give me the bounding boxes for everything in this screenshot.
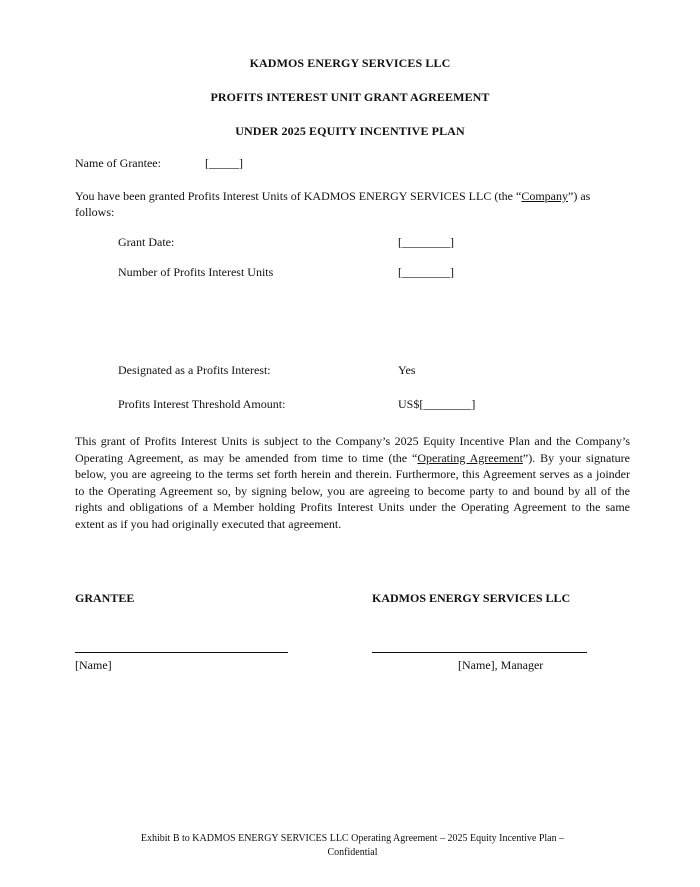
- intro-paragraph: [75, 188, 630, 220]
- threshold-amount-label: Profits Interest Threshold Amount:: [118, 397, 286, 411]
- grantee-signature-line: [75, 652, 288, 653]
- threshold-amount-field: US$[________]: [398, 397, 476, 411]
- grant-date-field: [________]: [398, 235, 454, 249]
- terms-paragraph: [75, 433, 630, 532]
- footer-line-2: Confidential: [327, 847, 378, 858]
- intro-text-start: You have been granted Profits Interest Units of KADMOS ENERGY SERVICES LLC (the “: [75, 189, 522, 203]
- agreement-subtitle: UNDER 2025 EQUITY INCENTIVE PLAN: [235, 124, 465, 138]
- terms-text-start: This grant of Profits Interest Units is subject to the Company’s 2025 Equity Incentive Plan and the Company’s Operating Agreement, as may be amended from time to time (the “: [75, 434, 630, 465]
- intro-text-end: ”) as follows:: [75, 189, 591, 219]
- profits-interest-designation-label: Designated as a Profits Interest:: [118, 363, 271, 377]
- grantee-name-label: Name of Grantee:: [75, 156, 161, 170]
- footer-line-1: Exhibit B to KADMOS ENERGY SERVICES LLC Operating Agreement – 2025 Equity Incentive Plan –: [140, 833, 565, 844]
- agreement-title: PROFITS INTEREST UNIT GRANT AGREEMENT: [210, 90, 490, 104]
- units-count-field: [________]: [398, 265, 454, 279]
- grantee-name-placeholder: [Name]: [75, 658, 112, 672]
- grant-date-label: Grant Date:: [118, 235, 175, 249]
- terms-text-end: ”). By your signature below, you are agreeing to the terms set forth herein and therein. Furthermore, this Agreement serves as a joinder to the Operating Agreement so, by signing below, you are agreeing to become party to and bound by all of the rights and obligations of a Member holding Profits Interest Units under the Operating Agreement to the same extent as if you had originally executed that agreement.: [75, 450, 630, 531]
- company-signature-heading: KADMOS ENERGY SERVICES LLC: [372, 591, 571, 605]
- grantee-name-field: [_____]: [205, 156, 243, 170]
- company-signature-line: [372, 652, 587, 653]
- page-footer: [75, 832, 630, 860]
- company-defined-term: Company: [521, 189, 568, 203]
- company-heading: KADMOS ENERGY SERVICES LLC: [249, 56, 451, 70]
- operating-agreement-defined-term: Operating Agreement: [417, 450, 523, 465]
- units-count-label: Number of Profits Interest Units: [118, 265, 274, 279]
- grantee-signature-heading: GRANTEE: [75, 591, 135, 605]
- profits-interest-designation-value: Yes: [398, 363, 416, 377]
- manager-name-placeholder: [Name], Manager: [458, 658, 544, 672]
